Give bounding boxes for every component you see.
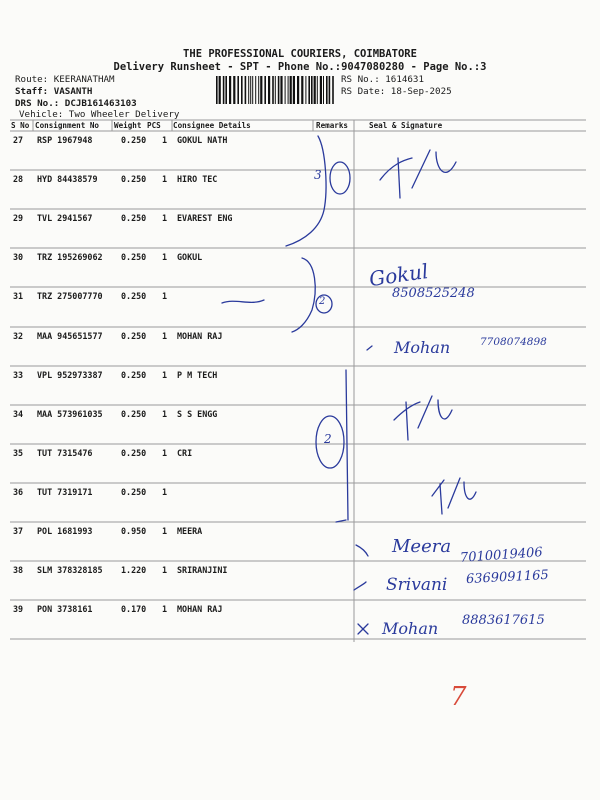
- row-consignee: MOHAN RAJ: [177, 330, 223, 341]
- row-weight: 0.250: [121, 447, 147, 458]
- signature-row-37: Meera: [392, 536, 452, 557]
- row-consignment-no: RSP 1967948: [37, 135, 93, 145]
- row-sno: 32: [13, 330, 24, 341]
- row-consignment-no: POL 1681993: [37, 526, 93, 536]
- rs-date: RS Date: 18-Sep-2025: [341, 86, 452, 97]
- row-weight: 0.250: [121, 174, 147, 185]
- row-consignment-no: SLM 378328185: [37, 565, 103, 576]
- row-sno: 38: [13, 565, 24, 576]
- row-consignee: GOKUL: [177, 252, 203, 263]
- row-sno: 27: [13, 135, 24, 145]
- row-consignment-no: TRZ 195269062: [37, 252, 103, 263]
- signature-row-32: Mohan: [394, 338, 451, 357]
- row-weight: 0.250: [121, 486, 147, 497]
- row-pcs: 1: [162, 213, 168, 224]
- row-sno: 30: [13, 252, 24, 263]
- row-weight: 0.250: [121, 213, 147, 224]
- handwritten-count-b: 2: [319, 296, 326, 307]
- row-pcs: 1: [162, 526, 168, 536]
- row-weight: 0.950: [121, 526, 147, 536]
- row-consignee: SRIRANJINI: [177, 565, 228, 576]
- row-consignee: MOHAN RAJ: [177, 604, 223, 615]
- row-consignee: MEERA: [177, 526, 203, 536]
- col-header-consignment: Consignment No: [35, 121, 100, 130]
- row-pcs: 1: [162, 252, 168, 263]
- row-sno: 36: [13, 486, 24, 497]
- row-pcs: 1: [162, 330, 168, 341]
- drs-number: DRS No.: DCJB161463103: [15, 98, 137, 109]
- row-consignee: S S ENGG: [177, 408, 218, 419]
- col-header-pcs: PCS: [147, 121, 161, 130]
- phone-row-30: 8508525248: [392, 286, 475, 301]
- row-consignment-no: TVL 2941567: [37, 213, 93, 224]
- row-sno: 34: [13, 408, 24, 419]
- row-sno: 28: [13, 174, 24, 185]
- row-pcs: 1: [162, 291, 168, 302]
- row-consignee: HIRO TEC: [177, 174, 218, 185]
- phone-row-32: 7708074898: [480, 336, 547, 348]
- rs-number: RS No.: 1614631: [341, 74, 424, 85]
- row-consignment-no: TUT 7319171: [37, 486, 93, 497]
- row-sno: 33: [13, 369, 24, 380]
- row-consignment-no: VPL 952973387: [37, 369, 103, 380]
- red-page-mark: 7: [450, 682, 467, 712]
- row-weight: 0.250: [121, 408, 147, 419]
- row-pcs: 1: [162, 408, 168, 419]
- row-consignment-no: PON 3738161: [37, 604, 93, 615]
- row-weight: 0.250: [121, 291, 147, 302]
- row-weight: 1.220: [121, 565, 147, 576]
- col-header-sno: S No: [11, 121, 30, 130]
- handwritten-count-c: 2: [324, 432, 332, 446]
- phone-row-37: 7010019406: [459, 545, 544, 566]
- phone-row-39: 8883617615: [462, 613, 545, 628]
- row-consignment-no: MAA 573961035: [37, 408, 103, 419]
- row-pcs: 1: [162, 174, 168, 185]
- row-consignee: GOKUL NATH: [177, 135, 228, 145]
- col-header-weight: Weight: [114, 121, 142, 130]
- handwritten-count-a: 3: [314, 168, 322, 182]
- row-consignee: CRI: [177, 447, 193, 458]
- col-header-consignee: Consignee Details: [173, 121, 251, 130]
- vehicle-label: Vehicle: Two Wheeler Delivery: [19, 109, 180, 120]
- row-weight: 0.250: [121, 135, 147, 145]
- runsheet-subtitle: Delivery Runsheet - SPT - Phone No.:9047080280 - Page No.:3: [113, 61, 487, 73]
- runsheet-title: THE PROFESSIONAL COURIERS, COIMBATORE: [183, 48, 417, 60]
- row-consignee: P M TECH: [177, 369, 218, 380]
- row-consignment-no: TUT 7315476: [37, 447, 93, 458]
- row-consignment-no: HYD 84438579: [37, 174, 98, 185]
- row-sno: 39: [13, 604, 24, 615]
- row-sno: 35: [13, 447, 24, 458]
- row-consignment-no: MAA 945651577: [37, 330, 103, 341]
- col-header-seal-signature: Seal & Signature: [369, 121, 443, 130]
- route-label: Route: KEERANATHAM: [15, 74, 115, 85]
- col-header-remarks: Remarks: [316, 121, 349, 130]
- row-weight: 0.170: [121, 604, 147, 615]
- row-pcs: 1: [162, 486, 168, 497]
- signature-row-30: Gokul: [367, 258, 430, 292]
- phone-row-38: 6369091165: [465, 567, 550, 588]
- row-sno: 37: [13, 526, 24, 536]
- row-weight: 0.250: [121, 252, 147, 263]
- row-consignee: EVAREST ENG: [177, 213, 233, 224]
- row-sno: 29: [13, 213, 24, 224]
- row-weight: 0.250: [121, 369, 147, 380]
- row-sno: 31: [13, 291, 24, 302]
- signature-row-39: Mohan: [382, 619, 439, 638]
- row-pcs: 1: [162, 565, 168, 576]
- row-consignment-no: TRZ 275007770: [37, 291, 103, 302]
- signature-row-38: Srivani: [386, 575, 448, 595]
- row-pcs: 1: [162, 447, 168, 458]
- row-pcs: 1: [162, 604, 168, 615]
- row-pcs: 1: [162, 135, 168, 145]
- row-pcs: 1: [162, 369, 168, 380]
- row-weight: 0.250: [121, 330, 147, 341]
- staff-label: Staff: VASANTH: [15, 86, 93, 97]
